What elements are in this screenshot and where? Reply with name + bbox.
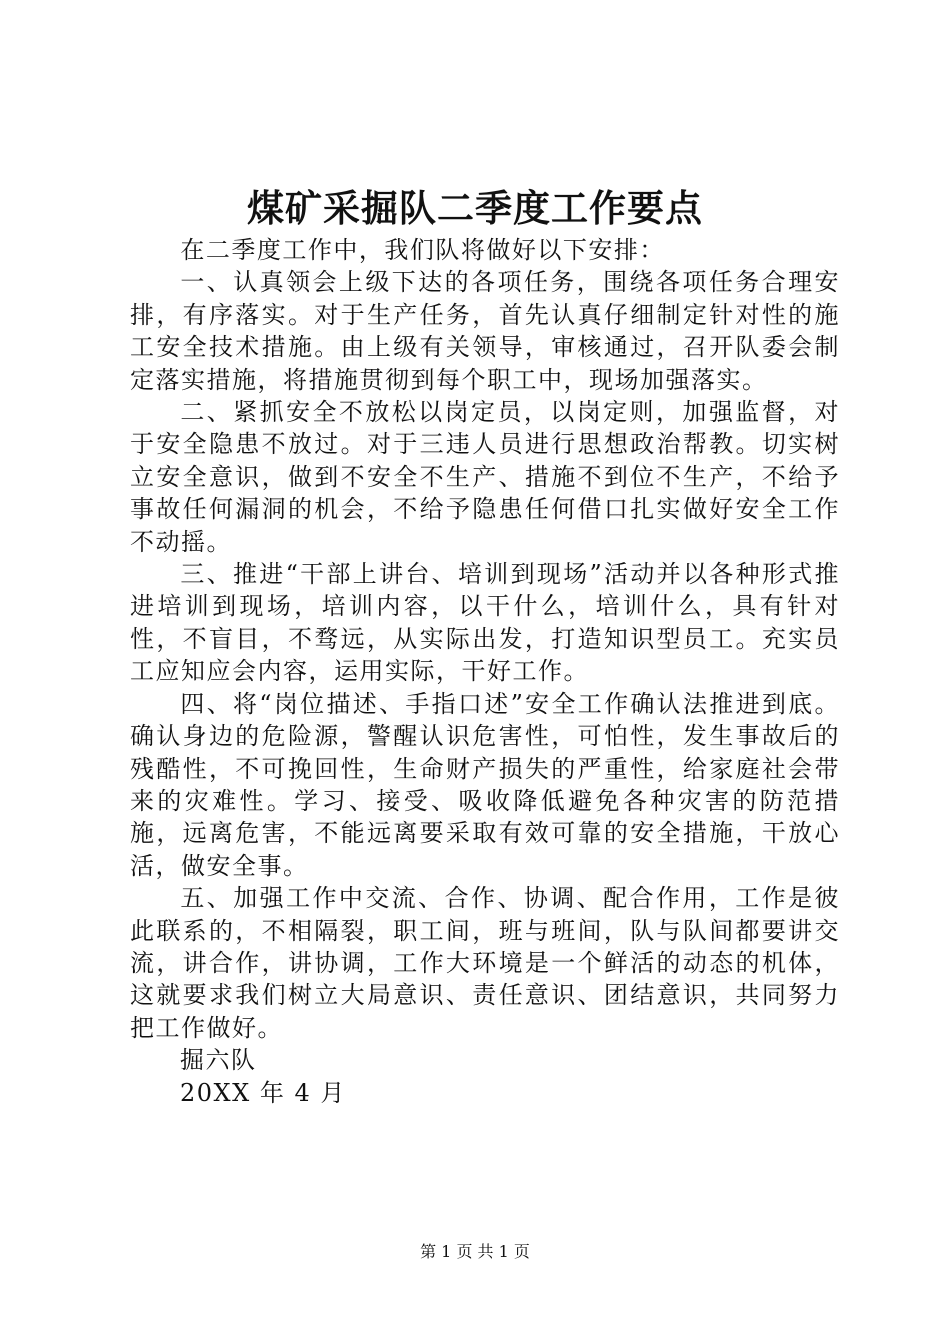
item-five-paragraph: 五、加强工作中交流、合作、协调、配合作用，工作是彼此联系的，不相隔裂，职工间，班与班间，队与队间都要讲交流，讲合作，讲协调，工作大环境是一个鲜活的动态的机体，这就要求我们树立大局意识、责任意识、团结意识，共同努力把工作做好。	[130, 884, 840, 1042]
item-two-paragraph: 二、紧抓安全不放松以岗定员，以岗定则，加强监督，对于安全隐患不放过。对于三违人员进行思想政治帮教。切实树立安全意识，做到不安全不生产、措施不到位不生产，不给予事故任何漏洞的机会，不给予隐患任何借口扎实做好安全工作不动摇。	[130, 398, 840, 556]
item-three-paragraph: 三、推进“干部上讲台、培训到现场”活动并以各种形式推进培训到现场，培训内容，以干什么，培训什么，具有针对性，不盲目，不骛远，从实际出发，打造知识型员工。充实员工应知应会内容，运用实际，干好工作。	[130, 560, 840, 686]
item-four-paragraph: 四、将“岗位描述、手指口述”安全工作确认法推进到底。确认身边的危险源，警醒认识危害性，可怕性，发生事故后的残酷性，不可挽回性，生命财产损失的严重性，给家庭社会带来的灾难性。学习、接受、吸收降低避免各种灾害的防范措施，远离危害，不能远离要采取有效可靠的安全措施，干放心活，做安全事。	[130, 689, 840, 880]
signature: 掘六队	[180, 1046, 257, 1075]
page-footer: 第 1 页 共 1 页	[420, 1242, 530, 1261]
item-one-paragraph: 一、认真领会上级下达的各项任务，围绕各项任务合理安排，有序落实。对于生产任务，首先认真仔细制定针对性的施工安全技术措施。由上级有关领导，审核通过，召开队委会制定落实措施，将措施贯彻到每个职工中，现场加强落实。	[130, 268, 840, 394]
document-date: 20XX 年 4 月	[180, 1078, 346, 1107]
document-body	[130, 234, 840, 1109]
intro-paragraph: 在二季度工作中，我们队将做好以下安排：	[180, 236, 665, 264]
document-title: 煤矿采掘队二季度工作要点	[247, 186, 703, 230]
